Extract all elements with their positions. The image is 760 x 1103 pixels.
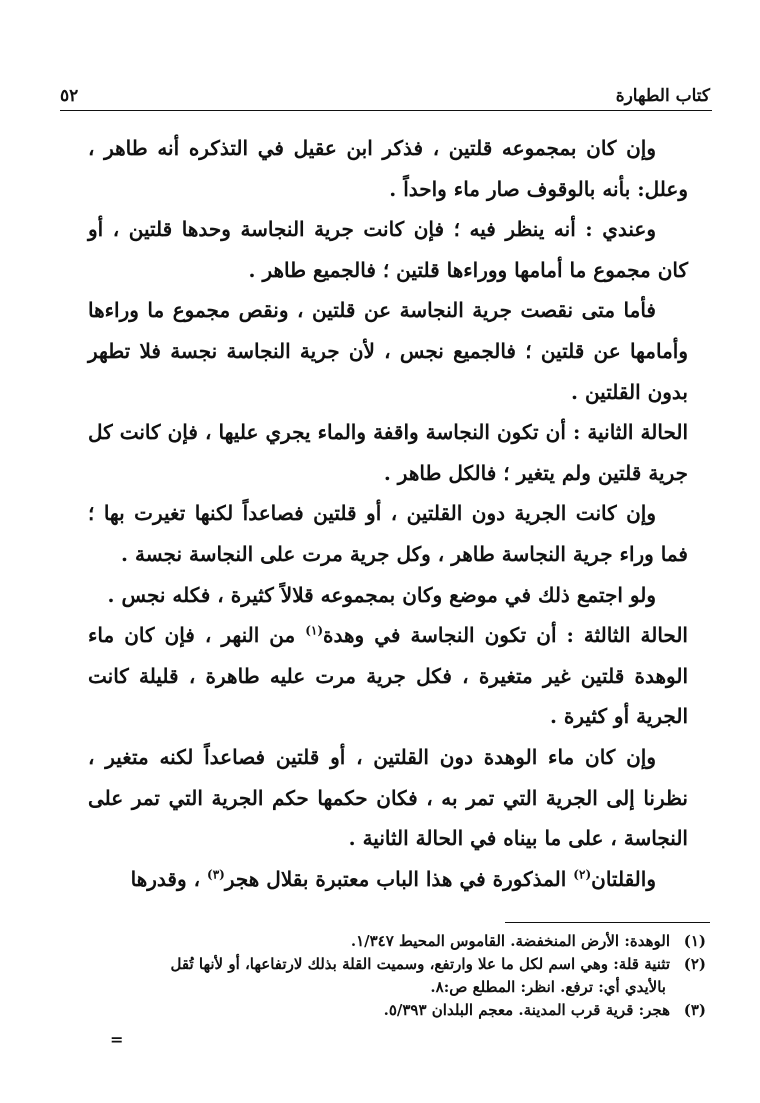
- footnote-continuation: بالأيدي أي: ترفع. انظر: المطلع ص:٨.: [430, 978, 666, 996]
- footnote-ref: (١): [305, 623, 324, 638]
- paragraph: الحالة الثانية : أن تكون النجاسة واقفة والماء يجري عليها ، فإن كانت كل جرية قلتين ولم يتغير ؛ فالكل طاهر .: [88, 420, 688, 485]
- paragraph: [88, 615, 688, 737]
- footnote-number: (٢): [683, 955, 706, 973]
- footnote-ref: (٢): [573, 867, 592, 882]
- paragraph-text: الحالة الثالثة : أن تكون النجاسة في وهدة: [323, 623, 688, 648]
- running-header: [60, 78, 710, 106]
- paragraph-text: والقلتان: [591, 866, 656, 891]
- footnote-rule: [505, 922, 710, 923]
- footnote: [80, 930, 706, 953]
- main-text: [88, 128, 688, 899]
- footnote-number: (١): [683, 932, 706, 950]
- page-mark: =: [110, 1030, 124, 1049]
- footnote-ref: (٣): [207, 867, 225, 882]
- paragraph: فأما متى نقصت جرية النجاسة عن قلتين ، ونقص مجموع ما وراءها وأمامها عن قلتين ؛ فالجميع نجس ، لأن جرية النجاسة نجسة فلا تطهر بدون القلتين .: [88, 298, 688, 404]
- paragraph-text: ، وقدرها: [130, 866, 207, 891]
- paragraph-text: من النهر ، فإن كان ماء الوهدة قلتين غير متغيرة ، فكل جرية مرت عليه طاهرة ، قليلة كانت الجرية أو كثيرة .: [88, 623, 688, 729]
- paragraph-text: المذكورة في هذا الباب معتبرة بقلال هجر: [224, 866, 574, 891]
- footnote-number: (٣): [683, 1001, 706, 1019]
- paragraph: وعندي : أنه ينظر فيه ؛ فإن كانت جرية النجاسة وحدها قلتين ، أو كان مجموع ما أمامها ووراءها قلتين ؛ فالجميع طاهر .: [88, 217, 688, 282]
- footnote: [80, 953, 706, 976]
- footnote-text: الوهدة: الأرض المنخفضة. القاموس المحيط ١/٣٤٧.: [350, 932, 670, 950]
- paragraph: ولو اجتمع ذلك في موضع وكان بمجموعه قلالاً كثيرة ، فكله نجس .: [107, 582, 656, 607]
- paragraph: وإن كان ماء الوهدة دون القلتين ، أو قلتين فصاعداً لكنه متغير ، نظرنا إلى الجرية التي تمر به ، فكان حكمها حكم الجرية التي تمر على النجاسة ، على ما بيناه في الحالة الثانية .: [88, 744, 688, 851]
- paragraph: [88, 859, 688, 900]
- footnote: [80, 999, 706, 1022]
- header-rule: [60, 110, 712, 111]
- footnotes: [80, 930, 706, 1022]
- footnote-text: هجر: قرية قرب المدينة. معجم البلدان ٥/٣٩٣.: [383, 1001, 670, 1019]
- paragraph: وإن كانت الجرية دون القلتين ، أو قلتين فصاعداً لكنها تغيرت بها ؛ فما وراء جرية النجاسة طاهر ، وكل جرية مرت على النجاسة نجسة .: [88, 501, 688, 566]
- page-number: ٥٢: [60, 86, 79, 106]
- paragraph: وإن كان بمجموعه قلتين ، فذكر ابن عقيل في التذكره أنه طاهر ، وعلل: بأنه بالوقوف صار ماء واحداً .: [88, 136, 688, 201]
- book-title: كتاب الطهارة: [615, 86, 710, 106]
- footnote-text: تثنية قلة: وهي اسم لكل ما علا وارتفع، وسميت القلة بذلك لارتفاعها، أو لأنها تُقل: [170, 955, 670, 973]
